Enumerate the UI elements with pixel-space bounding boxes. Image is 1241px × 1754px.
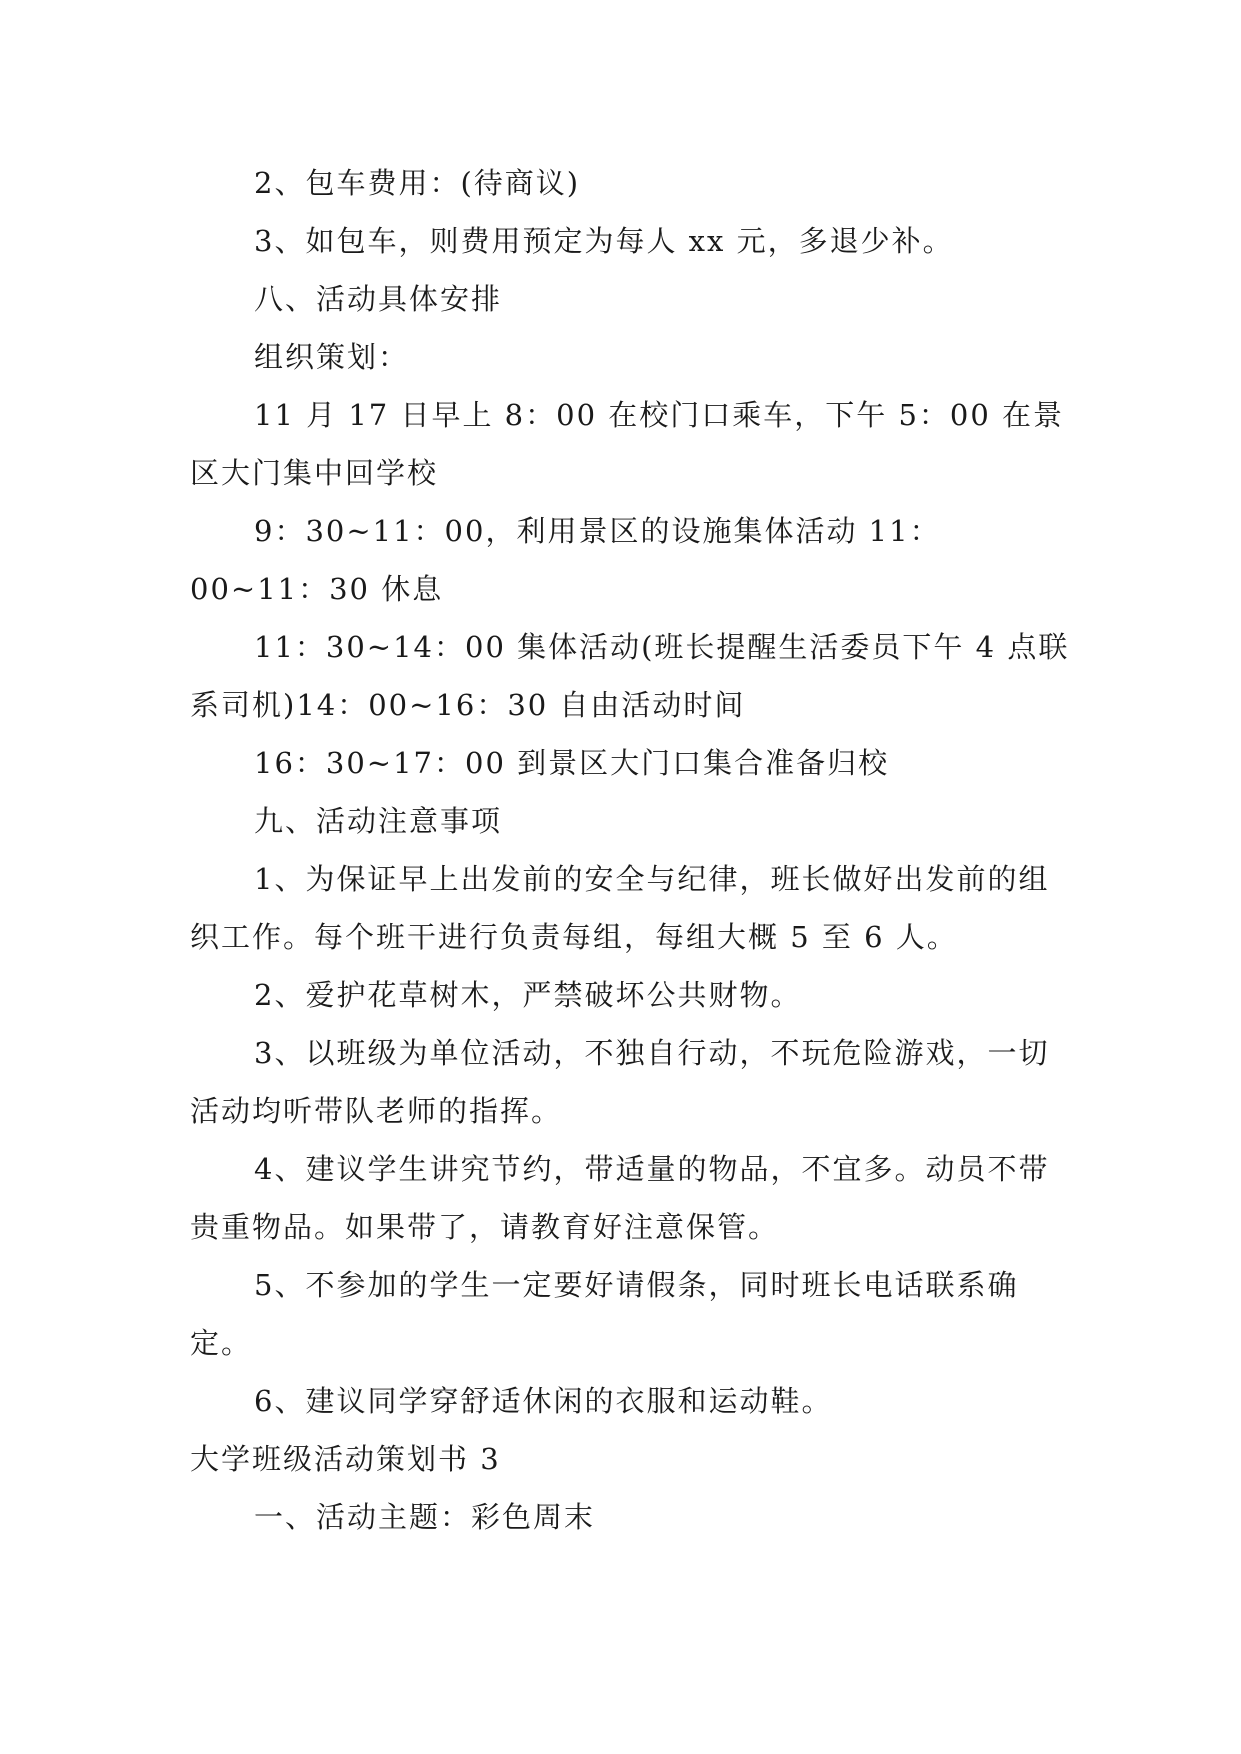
paragraph-departure: 11 月 17 日早上 8：00 在校门口乘车，下午 5：00 在景区大门集中回学校 <box>190 398 1065 490</box>
paragraph-note-6: 6、建议同学穿舒适休闲的衣服和运动鞋。 <box>254 1384 833 1418</box>
paragraph-morning-activity: 9：30~11：00，利用景区的设施集体活动 11：00~11：30 休息 <box>190 514 941 606</box>
heading-schedule: 八、活动具体安排 <box>254 282 503 316</box>
paragraph-charter-cost: 2、包车费用：(待商议) <box>254 166 581 200</box>
paragraph-note-3: 3、以班级为单位活动，不独自行动，不玩危险游戏，一切活动均听带队老师的指挥。 <box>190 1036 1050 1128</box>
paragraph-note-2: 2、爱护花草树木，严禁破坏公共财物。 <box>254 978 802 1012</box>
paragraph-organization: 组织策划： <box>254 340 410 374</box>
heading-notes: 九、活动注意事项 <box>254 804 503 838</box>
section-title: 大学班级活动策划书 3 <box>190 1442 501 1476</box>
paragraph-midday-activity: 11：30~14：00 集体活动(班长提醒生活委员下午 4 点联系司机)14：00~16：30 自由活动时间 <box>190 630 1070 722</box>
paragraph-note-1: 1、为保证早上出发前的安全与纪律，班长做好出发前的组织工作。每个班干进行负责每组，每组大概 5 至 6 人。 <box>190 862 1050 954</box>
paragraph-activity-theme: 一、活动主题：彩色周末 <box>254 1500 596 1534</box>
paragraph-note-5: 5、不参加的学生一定要好请假条，同时班长电话联系确定。 <box>190 1268 1019 1360</box>
paragraph-note-4: 4、建议学生讲究节约，带适量的物品，不宜多。动员不带贵重物品。如果带了，请教育好注意保管。 <box>190 1152 1050 1244</box>
paragraph-charter-fee: 3、如包车，则费用预定为每人 xx 元，多退少补。 <box>254 224 954 258</box>
paragraph-return: 16：30~17：00 到景区大门口集合准备归校 <box>254 746 890 780</box>
